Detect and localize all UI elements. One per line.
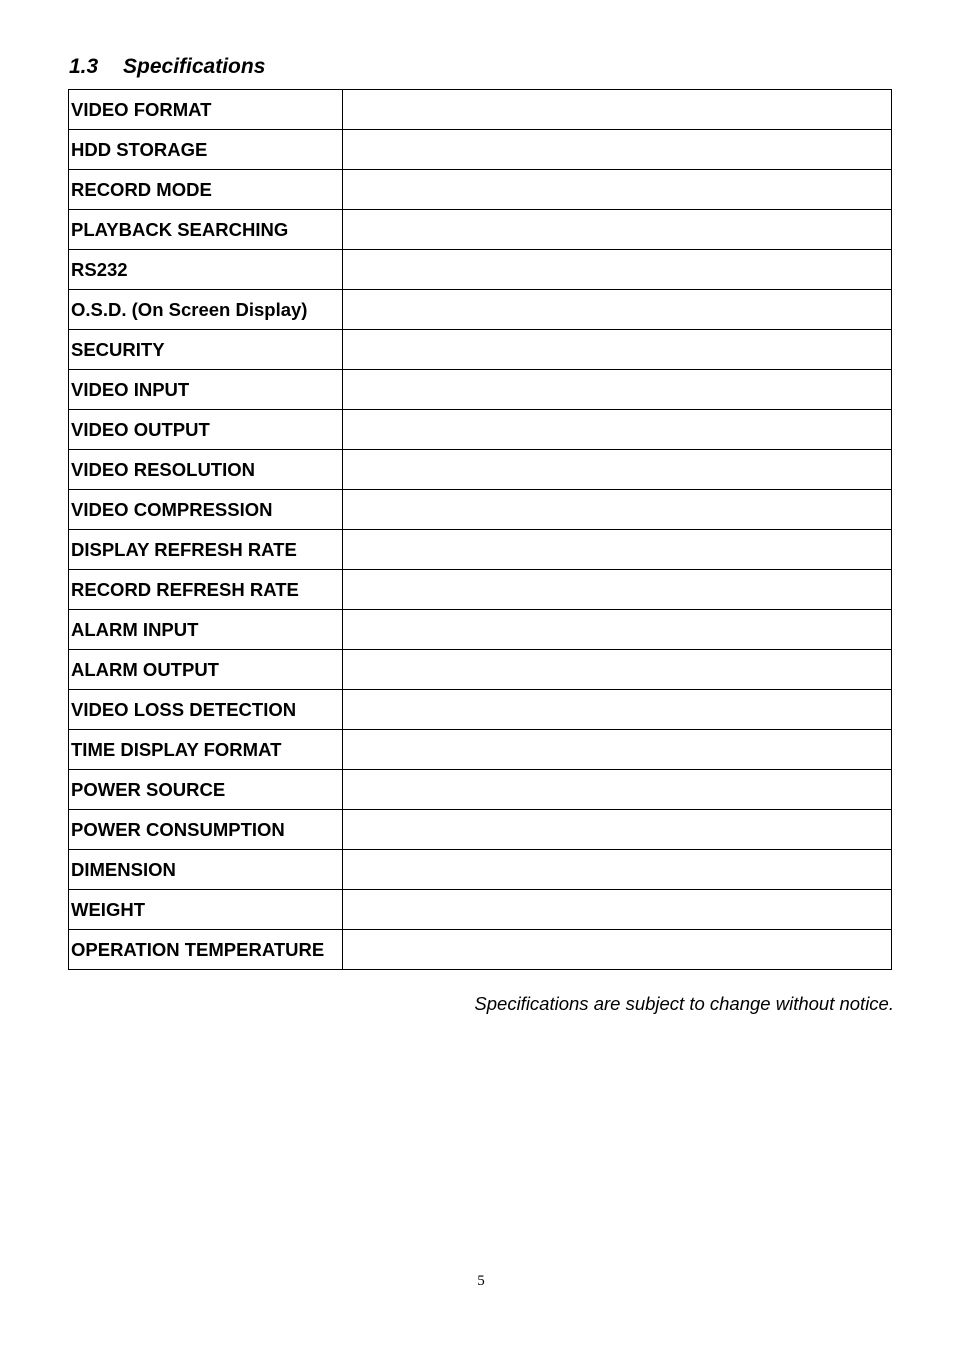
page-number: 5 [477, 1273, 485, 1289]
specifications-table [68, 89, 892, 970]
spec-label: SECURITY [69, 330, 343, 370]
spec-value [343, 170, 892, 210]
spec-value [343, 90, 892, 130]
spec-value [343, 250, 892, 290]
spec-row [69, 530, 892, 570]
spec-row [69, 250, 892, 290]
spec-value [343, 570, 892, 610]
spec-row [69, 130, 892, 170]
spec-label: VIDEO FORMAT [69, 90, 343, 130]
spec-value [343, 850, 892, 890]
spec-value [343, 290, 892, 330]
spec-row [69, 170, 892, 210]
spec-value [343, 930, 892, 970]
spec-row [69, 330, 892, 370]
spec-row [69, 930, 892, 970]
spec-label: OPERATION TEMPERATURE [69, 930, 343, 970]
spec-row [69, 450, 892, 490]
spec-row [69, 370, 892, 410]
section-title: Specifications [123, 55, 266, 78]
spec-label: VIDEO INPUT [69, 370, 343, 410]
spec-row [69, 290, 892, 330]
spec-row [69, 210, 892, 250]
spec-value [343, 770, 892, 810]
spec-row [69, 890, 892, 930]
spec-value [343, 650, 892, 690]
spec-row [69, 490, 892, 530]
spec-label: VIDEO OUTPUT [69, 410, 343, 450]
spec-value [343, 810, 892, 850]
spec-value [343, 490, 892, 530]
spec-label: ALARM OUTPUT [69, 650, 343, 690]
spec-label: VIDEO RESOLUTION [69, 450, 343, 490]
spec-row [69, 610, 892, 650]
spec-row [69, 850, 892, 890]
spec-label: VIDEO COMPRESSION [69, 490, 343, 530]
spec-value [343, 610, 892, 650]
specifications-footnote: Specifications are subject to change without notice. [474, 993, 894, 1014]
spec-value [343, 370, 892, 410]
spec-value [343, 330, 892, 370]
spec-value [343, 730, 892, 770]
spec-row [69, 570, 892, 610]
spec-row [69, 650, 892, 690]
spec-row [69, 90, 892, 130]
spec-row [69, 810, 892, 850]
spec-label: POWER SOURCE [69, 770, 343, 810]
spec-row [69, 410, 892, 450]
spec-value [343, 130, 892, 170]
spec-label: PLAYBACK SEARCHING [69, 210, 343, 250]
spec-label: RECORD MODE [69, 170, 343, 210]
spec-row [69, 690, 892, 730]
spec-value [343, 210, 892, 250]
spec-value [343, 450, 892, 490]
section-number: 1.3 [69, 55, 99, 78]
spec-value [343, 410, 892, 450]
spec-label: DIMENSION [69, 850, 343, 890]
spec-label: RS232 [69, 250, 343, 290]
spec-label: O.S.D. (On Screen Display) [69, 290, 343, 330]
specifications-table-body [69, 90, 892, 970]
spec-label: HDD STORAGE [69, 130, 343, 170]
spec-value [343, 890, 892, 930]
spec-value [343, 530, 892, 570]
spec-label: TIME DISPLAY FORMAT [69, 730, 343, 770]
spec-label: RECORD REFRESH RATE [69, 570, 343, 610]
spec-label: POWER CONSUMPTION [69, 810, 343, 850]
spec-value [343, 690, 892, 730]
spec-label: VIDEO LOSS DETECTION [69, 690, 343, 730]
spec-label: ALARM INPUT [69, 610, 343, 650]
spec-label: DISPLAY REFRESH RATE [69, 530, 343, 570]
spec-label: WEIGHT [69, 890, 343, 930]
section-heading [69, 54, 265, 80]
spec-row [69, 770, 892, 810]
spec-row [69, 730, 892, 770]
